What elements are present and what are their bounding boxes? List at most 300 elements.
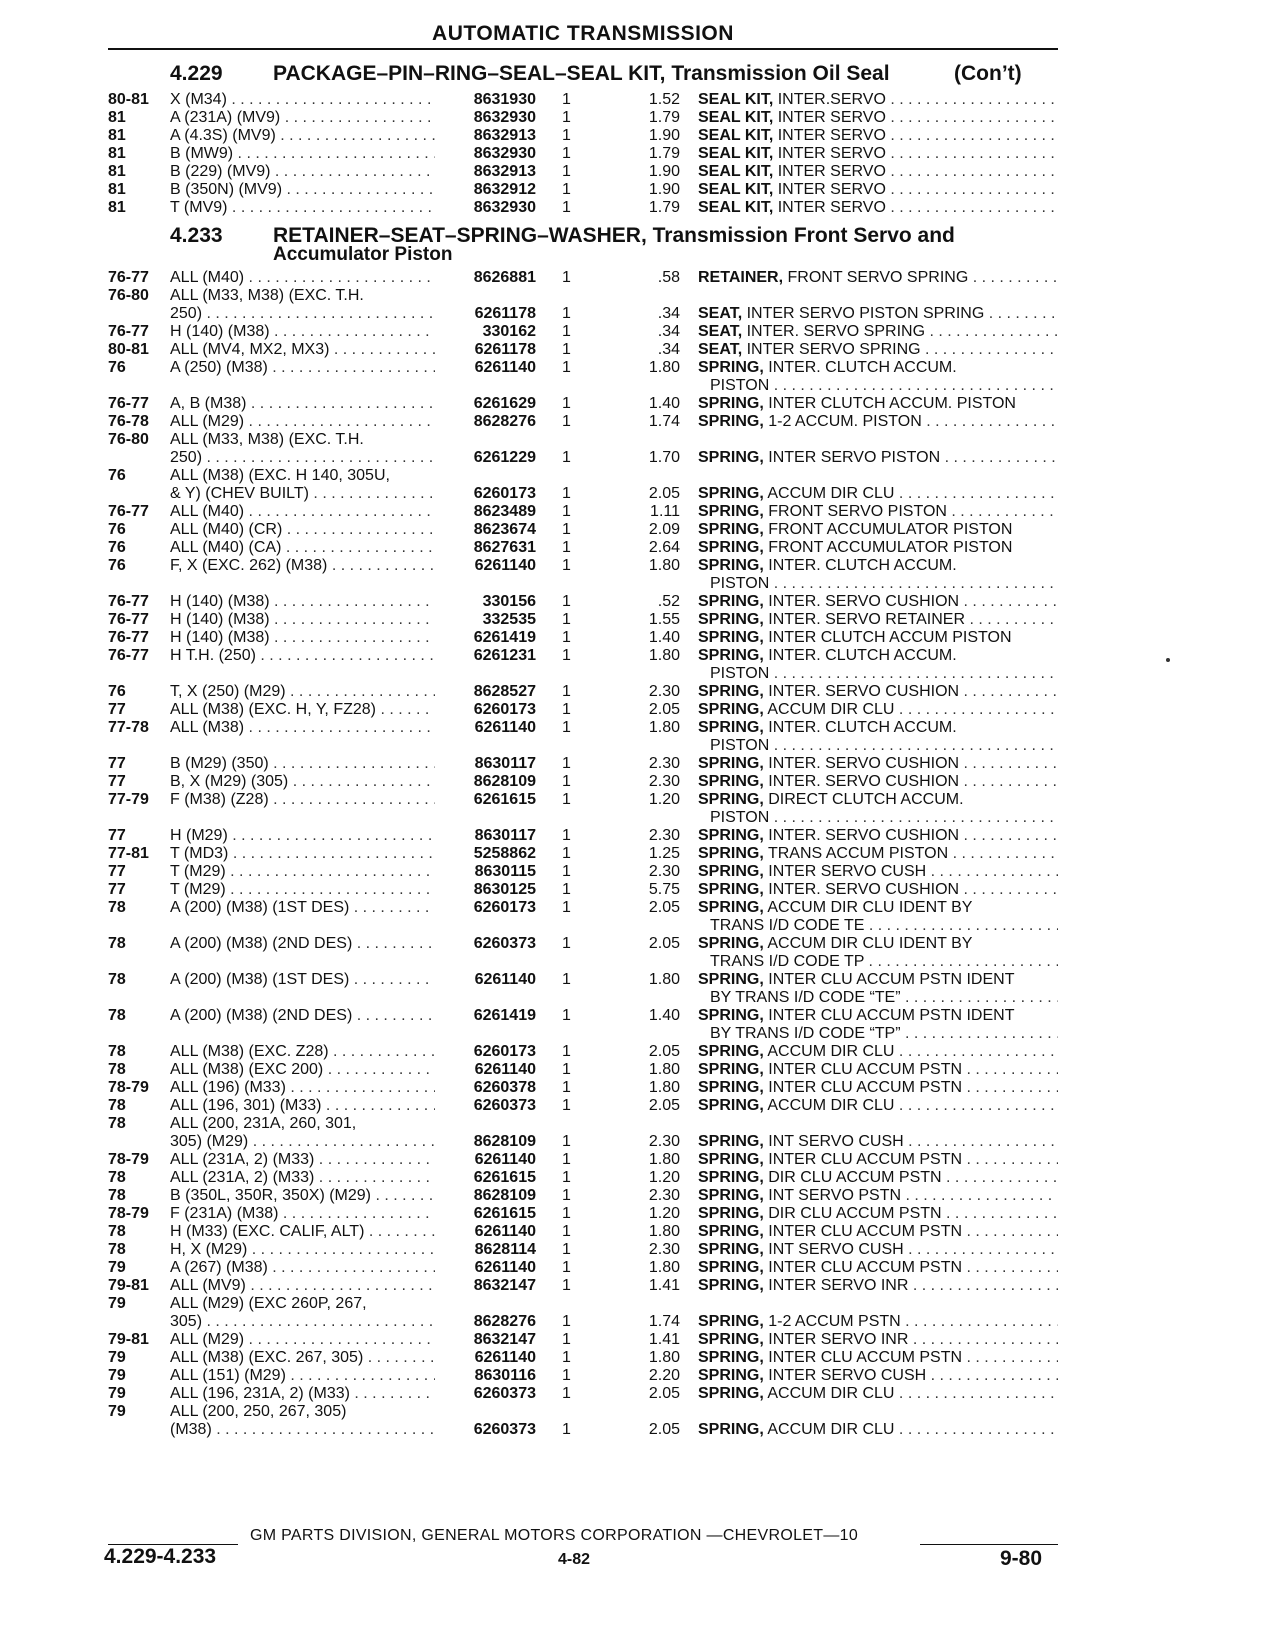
application: 305) (M29) . . . xyxy=(170,1132,435,1151)
description-part-name: SPRING, xyxy=(698,449,764,466)
table-row xyxy=(0,412,1280,431)
year-range: 77-79 xyxy=(108,791,149,808)
year-range: 76 xyxy=(108,359,126,376)
year-range: 76-77 xyxy=(108,395,149,412)
description-part-name: SEAL KIT, xyxy=(698,109,774,126)
application: ALL (M40) (CR) . . . xyxy=(170,520,435,539)
description-part-name: SPRING, xyxy=(698,1313,764,1330)
part-number: 8632930 xyxy=(473,109,536,126)
description-detail: ACCUM DIR CLU IDENT BY xyxy=(763,935,973,952)
part-number: 8632147 xyxy=(473,1331,536,1348)
description-part-name: SPRING, xyxy=(698,773,764,790)
description-detail: INTER. SERVO CUSHION xyxy=(763,881,960,898)
quantity: 1 xyxy=(562,91,571,108)
table-row xyxy=(0,826,1280,845)
table-row xyxy=(0,1402,1280,1421)
year-range: 76 xyxy=(108,539,126,556)
description-part-name: SPRING, xyxy=(698,845,764,862)
application: ALL (M38) (EXC 200) . . . xyxy=(170,1060,435,1079)
year-range: 79-81 xyxy=(108,1331,149,1348)
section-number: 4.233 xyxy=(170,224,223,247)
quantity: 1 xyxy=(562,305,571,322)
description-detail: INT SERVO PSTN xyxy=(763,1187,902,1204)
price: 1.41 xyxy=(648,1331,680,1348)
description-detail: INT SERVO CUSH xyxy=(763,1241,904,1258)
year-range: 77-81 xyxy=(108,845,149,862)
table-row xyxy=(0,520,1280,539)
year-range: 77 xyxy=(108,701,126,718)
description xyxy=(698,1060,1058,1079)
description-detail: DIRECT CLUTCH ACCUM. xyxy=(763,791,964,808)
description xyxy=(698,412,1058,431)
description xyxy=(698,880,1058,899)
description-part-name: SPRING, xyxy=(698,1151,764,1168)
table-row xyxy=(0,664,1280,683)
header-rule xyxy=(108,48,1058,50)
description-detail: INTER. SERVO SPRING xyxy=(742,323,926,340)
year-range: 76-77 xyxy=(108,647,149,664)
description-part-name: SPRING, xyxy=(698,1331,764,1348)
quantity: 1 xyxy=(562,701,571,718)
year-range: 81 xyxy=(108,163,126,180)
table-row xyxy=(0,1168,1280,1187)
part-number: 6261419 xyxy=(473,629,536,646)
description xyxy=(698,1096,1058,1115)
price: 1.80 xyxy=(648,971,680,988)
description xyxy=(698,556,1058,575)
description xyxy=(698,808,1058,827)
year-range: 78 xyxy=(108,1187,126,1204)
application: B (350L, 350R, 350X) (M29) . . . xyxy=(170,1186,435,1205)
part-number: 6260173 xyxy=(473,899,536,916)
table-row xyxy=(0,1024,1280,1043)
description-part-name: SPRING, xyxy=(698,1061,764,1078)
price: 2.05 xyxy=(648,1421,680,1438)
part-number: 330156 xyxy=(482,593,536,610)
description xyxy=(698,304,1058,323)
year-range: 81 xyxy=(108,145,126,162)
description-detail: INTER CLUTCH ACCUM. PISTON xyxy=(763,395,1016,412)
table-row xyxy=(0,1366,1280,1385)
description-detail: INTER CLU ACCUM PSTN IDENT xyxy=(763,971,1015,988)
application: ALL (196, 301) (M33) . . . xyxy=(170,1096,435,1115)
year-range: 80-81 xyxy=(108,341,149,358)
description-detail: INTER SERVO xyxy=(773,127,886,144)
table-row xyxy=(0,1078,1280,1097)
year-range: 76-80 xyxy=(108,287,149,304)
table-row xyxy=(0,538,1280,557)
part-number: 8627631 xyxy=(473,539,536,556)
quantity: 1 xyxy=(562,1421,571,1438)
table-row xyxy=(0,592,1280,611)
description xyxy=(698,340,1058,359)
table-row xyxy=(0,610,1280,629)
description-part-name: SPRING, xyxy=(698,719,764,736)
table-row xyxy=(0,90,1280,109)
price: 1.20 xyxy=(648,1205,680,1222)
table-row xyxy=(0,502,1280,521)
table-row xyxy=(0,1222,1280,1241)
year-range: 79 xyxy=(108,1349,126,1366)
table-row xyxy=(0,754,1280,773)
table-row xyxy=(0,1132,1280,1151)
price: 1.79 xyxy=(648,145,680,162)
year-range: 81 xyxy=(108,181,126,198)
description-part-name: SPRING, xyxy=(698,1133,764,1150)
quantity: 1 xyxy=(562,1169,571,1186)
part-number: 8632912 xyxy=(473,181,536,198)
section-title-bold: PACKAGE–PIN–RING–SEAL–SEAL KIT, xyxy=(273,62,666,85)
price: 1.20 xyxy=(648,791,680,808)
description-part-name: SPRING, xyxy=(698,881,764,898)
quantity: 1 xyxy=(562,1385,571,1402)
table-row xyxy=(0,574,1280,593)
description xyxy=(698,718,1058,737)
description xyxy=(698,322,1058,341)
description-detail: DIR CLU ACCUM PSTN xyxy=(763,1205,942,1222)
table-row xyxy=(0,880,1280,899)
description-part-name: SEAT, xyxy=(698,305,743,322)
section-title xyxy=(273,62,890,86)
description-detail: INTER CLU ACCUM PSTN xyxy=(763,1259,963,1276)
year-range: 78 xyxy=(108,1223,126,1240)
application: F, X (EXC. 262) (M38) . . . xyxy=(170,556,435,575)
description xyxy=(698,1222,1058,1241)
price: 2.30 xyxy=(648,863,680,880)
section-title-bold: RETAINER–SEAT–SPRING–WASHER, xyxy=(273,224,647,247)
table-row xyxy=(0,718,1280,737)
application: B (M29) (350) . . . xyxy=(170,754,435,773)
price: 1.25 xyxy=(648,845,680,862)
description-part-name: SPRING, xyxy=(698,1223,764,1240)
part-number: 8628276 xyxy=(473,1313,536,1330)
year-range: 78 xyxy=(108,1115,126,1132)
description xyxy=(698,916,1058,935)
description xyxy=(698,1078,1058,1097)
description xyxy=(698,772,1058,791)
year-range: 76-77 xyxy=(108,269,149,286)
part-number: 6261140 xyxy=(474,359,536,376)
application: H (140) (M38) . . . xyxy=(170,592,435,611)
footer-page-number: 4-82 xyxy=(558,1551,591,1568)
description-part-name: SPRING, xyxy=(698,557,764,574)
part-number: 8628276 xyxy=(473,413,536,430)
quantity: 1 xyxy=(562,181,571,198)
table-row xyxy=(0,1186,1280,1205)
description xyxy=(698,862,1058,881)
quantity: 1 xyxy=(562,557,571,574)
quantity: 1 xyxy=(562,413,571,430)
application: ALL (M33, M38) (EXC. T.H. xyxy=(170,287,364,304)
year-range: 81 xyxy=(108,199,126,216)
description-detail: 1-2 ACCUM. PISTON xyxy=(763,413,922,430)
application: ALL (M29) (EXC 260P, 267, xyxy=(170,1295,367,1312)
application: A (231A) (MV9) . . . xyxy=(170,108,435,127)
quantity: 1 xyxy=(562,1331,571,1348)
price: 1.90 xyxy=(648,163,680,180)
description xyxy=(698,1186,1058,1205)
quantity: 1 xyxy=(562,899,571,916)
part-number: 6261140 xyxy=(474,719,536,736)
part-number: 8628527 xyxy=(473,683,536,700)
description-part-name: SPRING, xyxy=(698,935,764,952)
description xyxy=(698,790,1058,809)
quantity: 1 xyxy=(562,773,571,790)
application: 250) . . . xyxy=(170,448,435,467)
application: ALL (MV4, MX2, MX3) . . . xyxy=(170,340,435,359)
application: ALL (M29) . . . xyxy=(170,412,435,431)
year-range: 79 xyxy=(108,1367,126,1384)
price: 1.80 xyxy=(648,1223,680,1240)
quantity: 1 xyxy=(562,935,571,952)
table-row xyxy=(0,844,1280,863)
description-detail: DIR CLU ACCUM PSTN xyxy=(763,1169,942,1186)
year-range: 78 xyxy=(108,1241,126,1258)
description-detail: INTER CLU ACCUM PSTN xyxy=(763,1061,963,1078)
part-number: 6260173 xyxy=(473,701,536,718)
quantity: 1 xyxy=(562,395,571,412)
part-number: 6261140 xyxy=(474,971,536,988)
quantity: 1 xyxy=(562,1313,571,1330)
description xyxy=(698,682,1058,701)
table-row xyxy=(0,430,1280,449)
page-title: AUTOMATIC TRANSMISSION xyxy=(432,22,734,45)
description-detail: INTER SERVO xyxy=(773,199,886,216)
application: ALL (200, 231A, 260, 301, xyxy=(170,1115,357,1132)
quantity: 1 xyxy=(562,199,571,216)
price: 1.40 xyxy=(648,629,680,646)
description-part-name: SPRING, xyxy=(698,485,764,502)
price: 1.74 xyxy=(648,413,680,430)
description-part-name: SPRING, xyxy=(698,593,764,610)
description-part-name: SPRING, xyxy=(698,1205,764,1222)
table-row xyxy=(0,1348,1280,1367)
application: H (140) (M38) . . . xyxy=(170,628,435,647)
year-range: 76-77 xyxy=(108,323,149,340)
description-detail: INTER SERVO CUSH xyxy=(763,863,927,880)
quantity: 1 xyxy=(562,611,571,628)
description-part-name: SPRING, xyxy=(698,755,764,772)
year-range: 76 xyxy=(108,557,126,574)
year-range: 79 xyxy=(108,1259,126,1276)
price: 2.30 xyxy=(648,773,680,790)
application: A (267) (M38) . . . xyxy=(170,1258,435,1277)
quantity: 1 xyxy=(562,1205,571,1222)
part-number: 8628109 xyxy=(473,1187,536,1204)
description xyxy=(698,376,1058,395)
part-number: 6260173 xyxy=(473,1043,536,1060)
description-detail: INTER SERVO INR xyxy=(763,1277,909,1294)
application: ALL (M29) . . . xyxy=(170,1330,435,1349)
description xyxy=(698,1042,1058,1061)
description-part-name: SPRING, xyxy=(698,539,764,556)
application: ALL (M38) (EXC. H, Y, FZ28) . . . xyxy=(170,700,435,719)
description-detail: PISTON xyxy=(710,575,770,592)
price: 2.05 xyxy=(648,1385,680,1402)
description-detail: INTER CLU ACCUM PSTN xyxy=(763,1349,963,1366)
price: 1.79 xyxy=(648,109,680,126)
year-range: 78-79 xyxy=(108,1151,149,1168)
table-row xyxy=(0,952,1280,971)
year-range: 77 xyxy=(108,755,126,772)
description-part-name: RETAINER, xyxy=(698,269,784,286)
description-detail: TRANS ACCUM PISTON xyxy=(763,845,949,862)
description xyxy=(698,448,1058,467)
table-row xyxy=(0,556,1280,575)
price: 2.05 xyxy=(648,485,680,502)
part-number: 8628109 xyxy=(473,773,536,790)
quantity: 1 xyxy=(562,163,571,180)
table-row xyxy=(0,466,1280,485)
price: 2.05 xyxy=(648,1097,680,1114)
description-part-name: SPRING, xyxy=(698,395,764,412)
part-number: 330162 xyxy=(482,323,536,340)
price: 2.05 xyxy=(648,1043,680,1060)
description-part-name: SEAL KIT, xyxy=(698,127,774,144)
part-number: 6260378 xyxy=(473,1079,536,1096)
part-number: 8630125 xyxy=(473,881,536,898)
description-part-name: SPRING, xyxy=(698,413,764,430)
quantity: 1 xyxy=(562,323,571,340)
description-part-name: SPRING, xyxy=(698,359,764,376)
description-detail: 1-2 ACCUM PSTN xyxy=(763,1313,901,1330)
table-row xyxy=(0,394,1280,413)
year-range: 78 xyxy=(108,971,126,988)
part-number: 8630117 xyxy=(474,827,536,844)
description xyxy=(698,988,1058,1007)
description-detail: INTER SERVO PISTON SPRING xyxy=(742,305,985,322)
description-detail: INTER SERVO SPRING xyxy=(742,341,921,358)
description-part-name: SEAL KIT, xyxy=(698,91,774,108)
description-detail: INTER SERVO xyxy=(773,145,886,162)
description-part-name: SPRING, xyxy=(698,611,764,628)
description xyxy=(698,144,1058,163)
price: 2.64 xyxy=(648,539,680,556)
description-detail: INTER. CLUTCH ACCUM. xyxy=(763,557,957,574)
application: ALL (M38) . . . xyxy=(170,718,435,737)
description-detail: ACCUM DIR CLU xyxy=(763,485,895,502)
year-range: 77 xyxy=(108,827,126,844)
description xyxy=(698,736,1058,755)
quantity: 1 xyxy=(562,269,571,286)
application: A, B (M38) . . . xyxy=(170,394,435,413)
part-number: 8632147 xyxy=(473,1277,536,1294)
description xyxy=(698,646,1058,665)
description-detail: ACCUM DIR CLU xyxy=(763,1043,895,1060)
price: 1.55 xyxy=(648,611,680,628)
price: 1.79 xyxy=(648,199,680,216)
description-detail: INTER CLU ACCUM PSTN IDENT xyxy=(763,1007,1015,1024)
description-part-name: SPRING, xyxy=(698,683,764,700)
application: T (MV9) . . . xyxy=(170,198,435,217)
table-row xyxy=(0,448,1280,467)
price: 1.80 xyxy=(648,1151,680,1168)
table-row xyxy=(0,126,1280,145)
description-part-name: SPRING, xyxy=(698,1079,764,1096)
table-row xyxy=(0,808,1280,827)
application: ALL (M40) . . . xyxy=(170,268,435,287)
price: 1.80 xyxy=(648,359,680,376)
price: 1.80 xyxy=(648,719,680,736)
application: F (231A) (M38) . . . xyxy=(170,1204,435,1223)
description-detail: INTER. CLUTCH ACCUM. xyxy=(763,719,957,736)
description-detail: PISTON xyxy=(710,665,770,682)
application: A (200) (M38) (1ST DES) . . . xyxy=(170,898,435,917)
description xyxy=(698,90,1058,109)
year-range: 76-78 xyxy=(108,413,149,430)
quantity: 1 xyxy=(562,1367,571,1384)
description-detail: INTER SERVO xyxy=(773,109,886,126)
part-number: 6261140 xyxy=(474,1223,536,1240)
description-part-name: SPRING, xyxy=(698,1385,764,1402)
table-row xyxy=(0,682,1280,701)
table-row xyxy=(0,322,1280,341)
year-range: 76-77 xyxy=(108,611,149,628)
section-number: 4.229 xyxy=(170,62,223,85)
description-part-name: SPRING, xyxy=(698,1007,764,1024)
price: 1.90 xyxy=(648,181,680,198)
year-range: 76-77 xyxy=(108,593,149,610)
table-row xyxy=(0,1204,1280,1223)
description-part-name: SPRING, xyxy=(698,701,764,718)
quantity: 1 xyxy=(562,1061,571,1078)
part-number: 6261229 xyxy=(473,449,536,466)
table-row xyxy=(0,934,1280,953)
description-part-name: SEAL KIT, xyxy=(698,145,774,162)
price: 1.70 xyxy=(648,449,680,466)
price: 1.80 xyxy=(648,1061,680,1078)
part-number: 6261140 xyxy=(474,1061,536,1078)
quantity: 1 xyxy=(562,485,571,502)
table-row xyxy=(0,898,1280,917)
description-detail: ACCUM DIR CLU IDENT BY xyxy=(763,899,973,916)
application: ALL (151) (M29) . . . xyxy=(170,1366,435,1385)
description xyxy=(698,1330,1058,1349)
description xyxy=(698,394,1058,413)
description-detail: PISTON xyxy=(710,809,770,826)
table-row xyxy=(0,1384,1280,1403)
application: A (200) (M38) (2ND DES) . . . xyxy=(170,934,435,953)
description xyxy=(698,754,1058,773)
year-range: 76-77 xyxy=(108,503,149,520)
description xyxy=(698,538,1058,557)
description xyxy=(698,1150,1058,1169)
description-detail: INTER CLUTCH ACCUM PISTON xyxy=(763,629,1012,646)
year-range: 76 xyxy=(108,521,126,538)
description-part-name: SEAL KIT, xyxy=(698,199,774,216)
description-detail: ACCUM DIR CLU xyxy=(763,1385,895,1402)
description xyxy=(698,844,1058,863)
description-part-name: SEAT, xyxy=(698,341,743,358)
year-range: 77 xyxy=(108,863,126,880)
price: .34 xyxy=(657,323,680,340)
description-detail: INTER. SERVO CUSHION xyxy=(763,593,960,610)
description xyxy=(698,502,1058,521)
description-part-name: SPRING, xyxy=(698,1367,764,1384)
description-detail: INTER SERVO PISTON xyxy=(763,449,941,466)
application: H (140) (M38) . . . xyxy=(170,610,435,629)
description xyxy=(698,574,1058,593)
part-number: 6261140 xyxy=(474,1259,536,1276)
application: B, X (M29) (305) . . . xyxy=(170,772,435,791)
application: A (200) (M38) (1ST DES) . . . xyxy=(170,970,435,989)
description xyxy=(698,970,1058,989)
year-range: 77 xyxy=(108,773,126,790)
application: ALL (M38) (EXC. Z28) . . . xyxy=(170,1042,435,1061)
table-row xyxy=(0,1420,1280,1439)
table-row xyxy=(0,1258,1280,1277)
description-detail: INTER. CLUTCH ACCUM. xyxy=(763,647,957,664)
